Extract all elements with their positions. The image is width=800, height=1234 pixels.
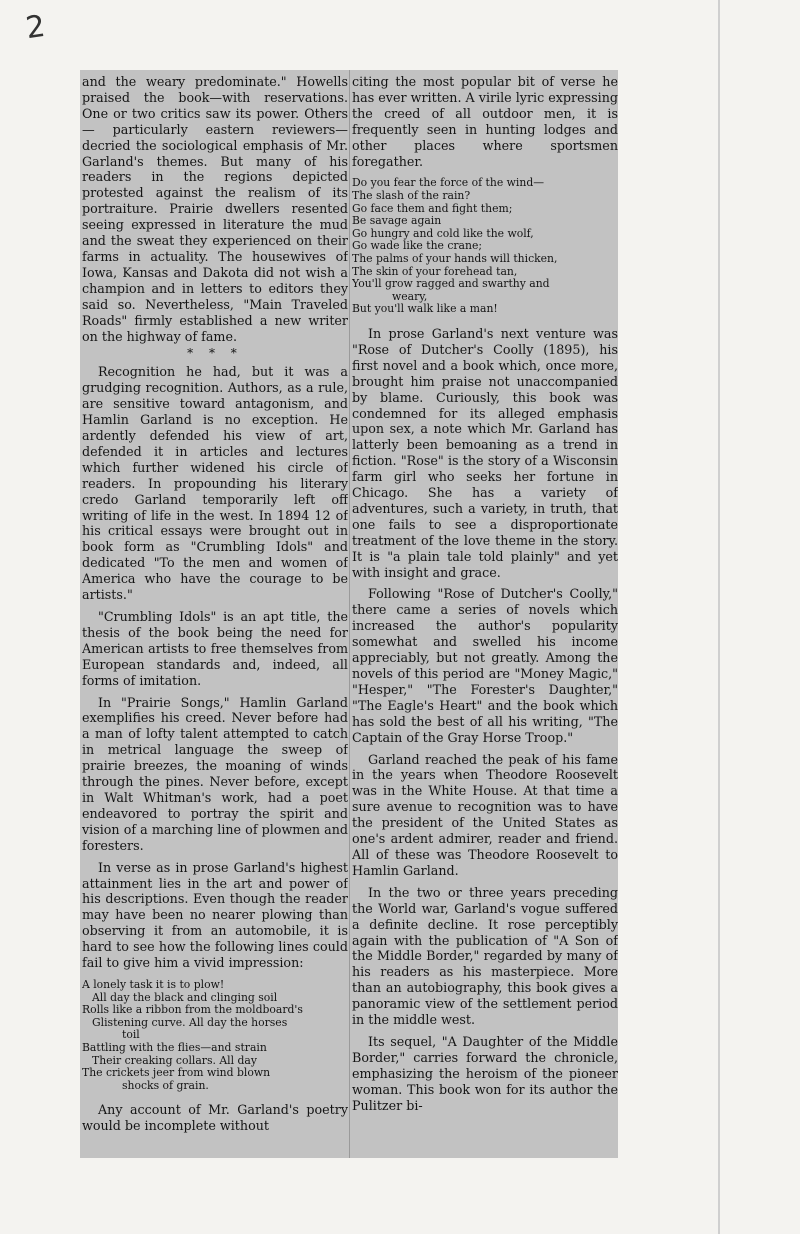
poem-line: All day the black and clinging soil	[92, 990, 278, 1004]
left-paragraph-6: Any account of Mr. Garland's poetry would be incomplete without	[82, 1102, 348, 1134]
poem-line: The crickets jeer from wind blown	[82, 1066, 271, 1080]
poem-line: Go hungry and cold like the wolf,	[352, 226, 534, 240]
poem-line: The skin of your forehead tan,	[352, 264, 518, 278]
poem-line: A lonely task it is to plow!	[82, 977, 225, 991]
right-paragraph-1: citing the most popular bit of verse he has ever written. A virile lyric expressing the creed of all outdoor men, it is frequently seen in hunting lodges and other places where sportsmen foregather.	[352, 74, 618, 169]
poem-line: Go face them and fight them;	[352, 201, 513, 215]
right-paragraph-5: In the two or three years preceding the World war, Garland's vogue suffered a definite decline. It rose perceptibly again with the publication of "A Son of the Middle Border," regarded by many of his readers as his masterpiece. More than an autobiography, this book gives a panoramic view of the settlement period in the middle west.	[352, 884, 618, 1028]
left-paragraph-2: Recognition he had, but it was a grudging recognition. Authors, as a rule, are sensitive toward antagonism, and Hamlin Garland is no exception. He ardently defended his view of art, defended it in articles and lectures which further widened his circle of readers. In propounding his literary credo Garland temporarily left off writing of life in the west. In 1894 12 of his critical essays were brought out in book form as "Crumbling Idols" and dedicated "To the men and women of America who have the courage to be artists."	[82, 364, 348, 603]
poem-line: But you'll walk like a man!	[352, 302, 498, 316]
page-number: 2	[23, 8, 48, 47]
right-paragraph-4: Garland reached the peak of his fame in the years when Theodore Roosevelt was in the White House. At that time a sure avenue to recognition was to have the president of the United States as one's ardent admirer, reader and friend. All of these was Theodore Roosevelt to Hamlin Garland.	[352, 751, 618, 878]
poem-line: The palms of your hands will thicken,	[352, 252, 558, 265]
poem-line: Be savage again	[352, 214, 442, 228]
left-paragraph-3: "Crumbling Idols" is an apt title, the thesis of the book being the need for American artists to free themselves from European standards and, indeed, all forms of imitation.	[82, 609, 348, 688]
right-paragraph-6: Its sequel, "A Daughter of the Middle Border," carries forward the chronicle, emphasizing the heroism of the pioneer woman. This book won for its author the Pulitzer bi-	[352, 1033, 618, 1113]
page-edge-line	[718, 0, 720, 1234]
poem-line: toil	[122, 1028, 140, 1042]
poem-line: shocks of grain.	[122, 1078, 209, 1092]
section-separator: * * *	[187, 346, 243, 361]
newspaper-clipping	[80, 70, 618, 1158]
left-paragraph-1: and the weary predominate." Howells praised the book—with reservations. One or two critics saw its power. Others — particularly eastern reviewers—decried the sociological emphasis of Mr. Garland's themes. But many of his readers in the regions depicted protested against the realism of its portraiture. Prairie dwellers resented seeing expressed in literature the mud and the sweat they experienced on their farms in actuality. The housewives of Iowa, Kansas and Dakota did not wish a champion and in letters to editors they said so. Nevertheless, "Main Traveled Roads" firmly established a new writer on the highway of fame.	[82, 74, 348, 344]
left-paragraph-4: In "Prairie Songs," Hamlin Garland exemplifies his creed. Never before had a man of lofty talent attempted to catch in metrical language the sweep of prairie breezes, the moaning of winds through the pines. Never before, except in Walt Whitman's work, had a poet endeavored to portray the spirit and vision of a marching line of plowmen and foresters.	[82, 694, 348, 853]
right-paragraph-3: Following "Rose of Dutcher's Coolly," there came a series of novels which increased the author's popularity somewhat and swelled his income appreciably, but not greatly. Among the novels of this period are "Money Magic," "Hesper," "The Forester's Daughter," "The Eagle's Heart" and the book which has sold the best of all his writing, "The Captain of the Gray Horse Troop."	[352, 586, 618, 745]
poem-line: Rolls like a ribbon from the moldboard's	[82, 1003, 303, 1017]
left-paragraph-5: In verse as in prose Garland's highest attainment lies in the art and power of his descriptions. Even though the reader may have been no nearer plowing than observing it from an automobile, it is hard to see how the following lines could fail to give him a vivid impression:	[82, 859, 348, 971]
left-column	[82, 70, 348, 1158]
poem-line: Their creaking collars. All day	[92, 1053, 257, 1067]
poem-line: Glistening curve. All day the horses	[92, 1015, 288, 1029]
right-column	[352, 70, 618, 1158]
poem-line: Battling with the flies—and strain	[82, 1040, 267, 1054]
poem-line: You'll grow ragged and swarthy and	[352, 277, 550, 291]
poem-line: Do you fear the force of the wind—	[352, 176, 545, 190]
poem-line: The slash of the rain?	[352, 189, 471, 203]
poem-line: weary,	[392, 289, 428, 303]
column-divider	[349, 70, 350, 1158]
right-paragraph-2: In prose Garland's next venture was "Rose of Dutcher's Coolly (1895), his first novel and a book which, once more, brought him praise not unaccompanied by blame. Curiously, this book was condemned for its alleged emphasis upon sex, a note which Mr. Garland has latterly been bemoaning as a trend in fiction. "Rose" is the story of a Wisconsin farm girl who seeks her fortune in Chicago. She has a variety of adventures, such a variety, in truth, that one fails to see a disproportionate treatment of the love theme in the story. It is "a plain tale told plainly" and yet with insight and grace.	[352, 325, 618, 580]
plow-poem	[82, 979, 348, 1092]
poem-line: Go wade like the crane;	[352, 239, 482, 253]
wind-poem	[352, 177, 618, 316]
